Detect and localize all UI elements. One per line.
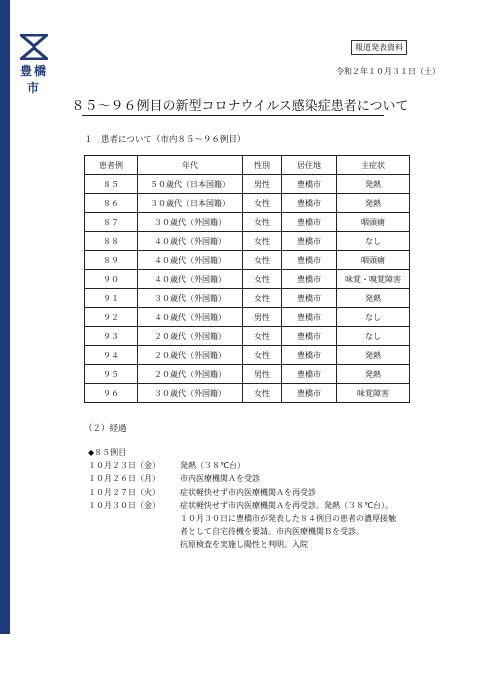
table-row	[85, 327, 410, 346]
cell-age: ３０歳代（外国籍）	[138, 289, 243, 308]
cell-symptom: なし	[337, 308, 410, 327]
table-row	[85, 365, 410, 384]
table-row	[85, 213, 410, 232]
case-heading: ◆８５例目	[88, 448, 127, 457]
case-course	[88, 446, 396, 552]
cell-residence: 豊橋市	[282, 175, 337, 194]
cell-sex: 男性	[243, 365, 282, 384]
course-entry	[88, 499, 396, 512]
table-row	[85, 232, 410, 251]
header-sex: 性別	[243, 156, 282, 175]
cell-symptom: 発熱	[337, 194, 410, 213]
cell-sex: 女性	[243, 232, 282, 251]
course-date: １０月３０日（金）	[88, 500, 160, 510]
cell-case: ９３	[85, 327, 138, 346]
cell-residence: 豊橋市	[282, 213, 337, 232]
header-symptom: 主症状	[337, 156, 410, 175]
cell-sex: 男性	[243, 308, 282, 327]
cell-symptom: なし	[337, 232, 410, 251]
section-heading-patients: １ 患者について（市内８５～９６例目）	[84, 135, 246, 145]
cell-age: ４０歳代（外国籍）	[138, 270, 243, 289]
cell-residence: 豊橋市	[282, 308, 337, 327]
cell-age: ４０歳代（外国籍）	[138, 308, 243, 327]
cell-residence: 豊橋市	[282, 251, 337, 270]
cell-case: ８７	[85, 213, 138, 232]
cell-sex: 女性	[243, 327, 282, 346]
city-logo	[14, 34, 54, 96]
table-row	[85, 384, 410, 403]
header-case: 患者例	[85, 156, 138, 175]
cell-symptom: 発熱	[337, 346, 410, 365]
cell-sex: 女性	[243, 251, 282, 270]
cell-symptom: なし	[337, 327, 410, 346]
course-continuation-line: 抗原検査を実施し陽性と判明。入院	[180, 540, 308, 550]
cell-case: ８６	[85, 194, 138, 213]
cell-residence: 豊橋市	[282, 384, 337, 403]
course-text: 症状軽快せず市内医療機関Ａを再受診。発熱（３８℃台）。	[180, 500, 393, 510]
title-underline	[82, 115, 384, 116]
cell-sex: 女性	[243, 213, 282, 232]
cell-case: ９６	[85, 384, 138, 403]
cell-sex: 女性	[243, 194, 282, 213]
cell-symptom: 味覚障害	[337, 384, 410, 403]
table-row	[85, 194, 410, 213]
cell-sex: 男性	[243, 175, 282, 194]
cell-age: ３０歳代（日本国籍）	[138, 194, 243, 213]
cell-case: ８５	[85, 175, 138, 194]
course-date: １０月２６日（月）	[88, 474, 160, 484]
cell-age: ２０歳代（外国籍）	[138, 346, 243, 365]
cell-case: ９５	[85, 365, 138, 384]
cell-residence: 豊橋市	[282, 270, 337, 289]
cell-age: ４０歳代（外国籍）	[138, 251, 243, 270]
table-row	[85, 289, 410, 308]
section-heading-course: （２）経過	[84, 424, 127, 434]
course-text: 市内医療機関Ａを受診	[180, 474, 260, 484]
course-date: １０月２７日（火）	[88, 487, 160, 497]
cell-residence: 豊橋市	[282, 232, 337, 251]
cell-symptom: 咽頭痛	[337, 213, 410, 232]
cell-case: ８９	[85, 251, 138, 270]
cell-age: ２０歳代（外国籍）	[138, 365, 243, 384]
cell-residence: 豊橋市	[282, 194, 337, 213]
course-continuation-line: １０月３０日に豊橋市が発表した８４例目の患者の濃厚接触	[180, 514, 396, 524]
table-row	[85, 251, 410, 270]
table-row	[85, 308, 410, 327]
cell-symptom: 味覚・嗅覚障害	[337, 270, 410, 289]
course-text: 症状軽快せず市内医療機関Ａを再受診	[180, 487, 316, 497]
course-continuation-line: 者として自宅待機を要請。市内医療機関Ｂを受診。	[180, 527, 364, 537]
cell-residence: 豊橋市	[282, 327, 337, 346]
cell-residence: 豊橋市	[282, 346, 337, 365]
patients-table	[84, 155, 410, 403]
cell-age: ５０歳代（日本国籍）	[138, 175, 243, 194]
cell-age: ３０歳代（外国籍）	[138, 213, 243, 232]
release-date: 令和２年１０月３１日（土）	[336, 67, 440, 76]
cell-age: ２０歳代（外国籍）	[138, 327, 243, 346]
course-text: 発熱（３８℃台）	[180, 461, 245, 471]
cell-residence: 豊橋市	[282, 365, 337, 384]
cell-sex: 女性	[243, 289, 282, 308]
cell-symptom: 咽頭痛	[337, 251, 410, 270]
course-entry	[88, 472, 396, 485]
table-header-row	[85, 156, 410, 175]
course-entry	[88, 459, 396, 472]
cell-age: ４０歳代（外国籍）	[138, 232, 243, 251]
press-release-label: 報道発表資料	[351, 40, 407, 55]
cell-case: ８８	[85, 232, 138, 251]
course-entry	[88, 486, 396, 499]
cell-symptom: 発熱	[337, 365, 410, 384]
table-row	[85, 175, 410, 194]
document-title: ８５～９６例目の新型コロナウイルス感染症患者について	[71, 99, 409, 114]
cell-case: ９４	[85, 346, 138, 365]
header-age: 年代	[138, 156, 243, 175]
cell-case: ９２	[85, 308, 138, 327]
cell-age: ３０歳代（外国籍）	[138, 384, 243, 403]
header-residence: 居住地	[282, 156, 337, 175]
table-row	[85, 346, 410, 365]
logo-text: 豊橋市	[19, 64, 48, 95]
cell-residence: 豊橋市	[282, 289, 337, 308]
cell-case: ９１	[85, 289, 138, 308]
cell-sex: 女性	[243, 270, 282, 289]
cell-sex: 女性	[243, 346, 282, 365]
table-row	[85, 270, 410, 289]
city-emblem-icon	[20, 34, 48, 60]
cell-case: ９０	[85, 270, 138, 289]
cell-symptom: 発熱	[337, 289, 410, 308]
cell-symptom: 発熱	[337, 175, 410, 194]
course-date: １０月２３日（金）	[88, 461, 160, 471]
cell-sex: 女性	[243, 384, 282, 403]
